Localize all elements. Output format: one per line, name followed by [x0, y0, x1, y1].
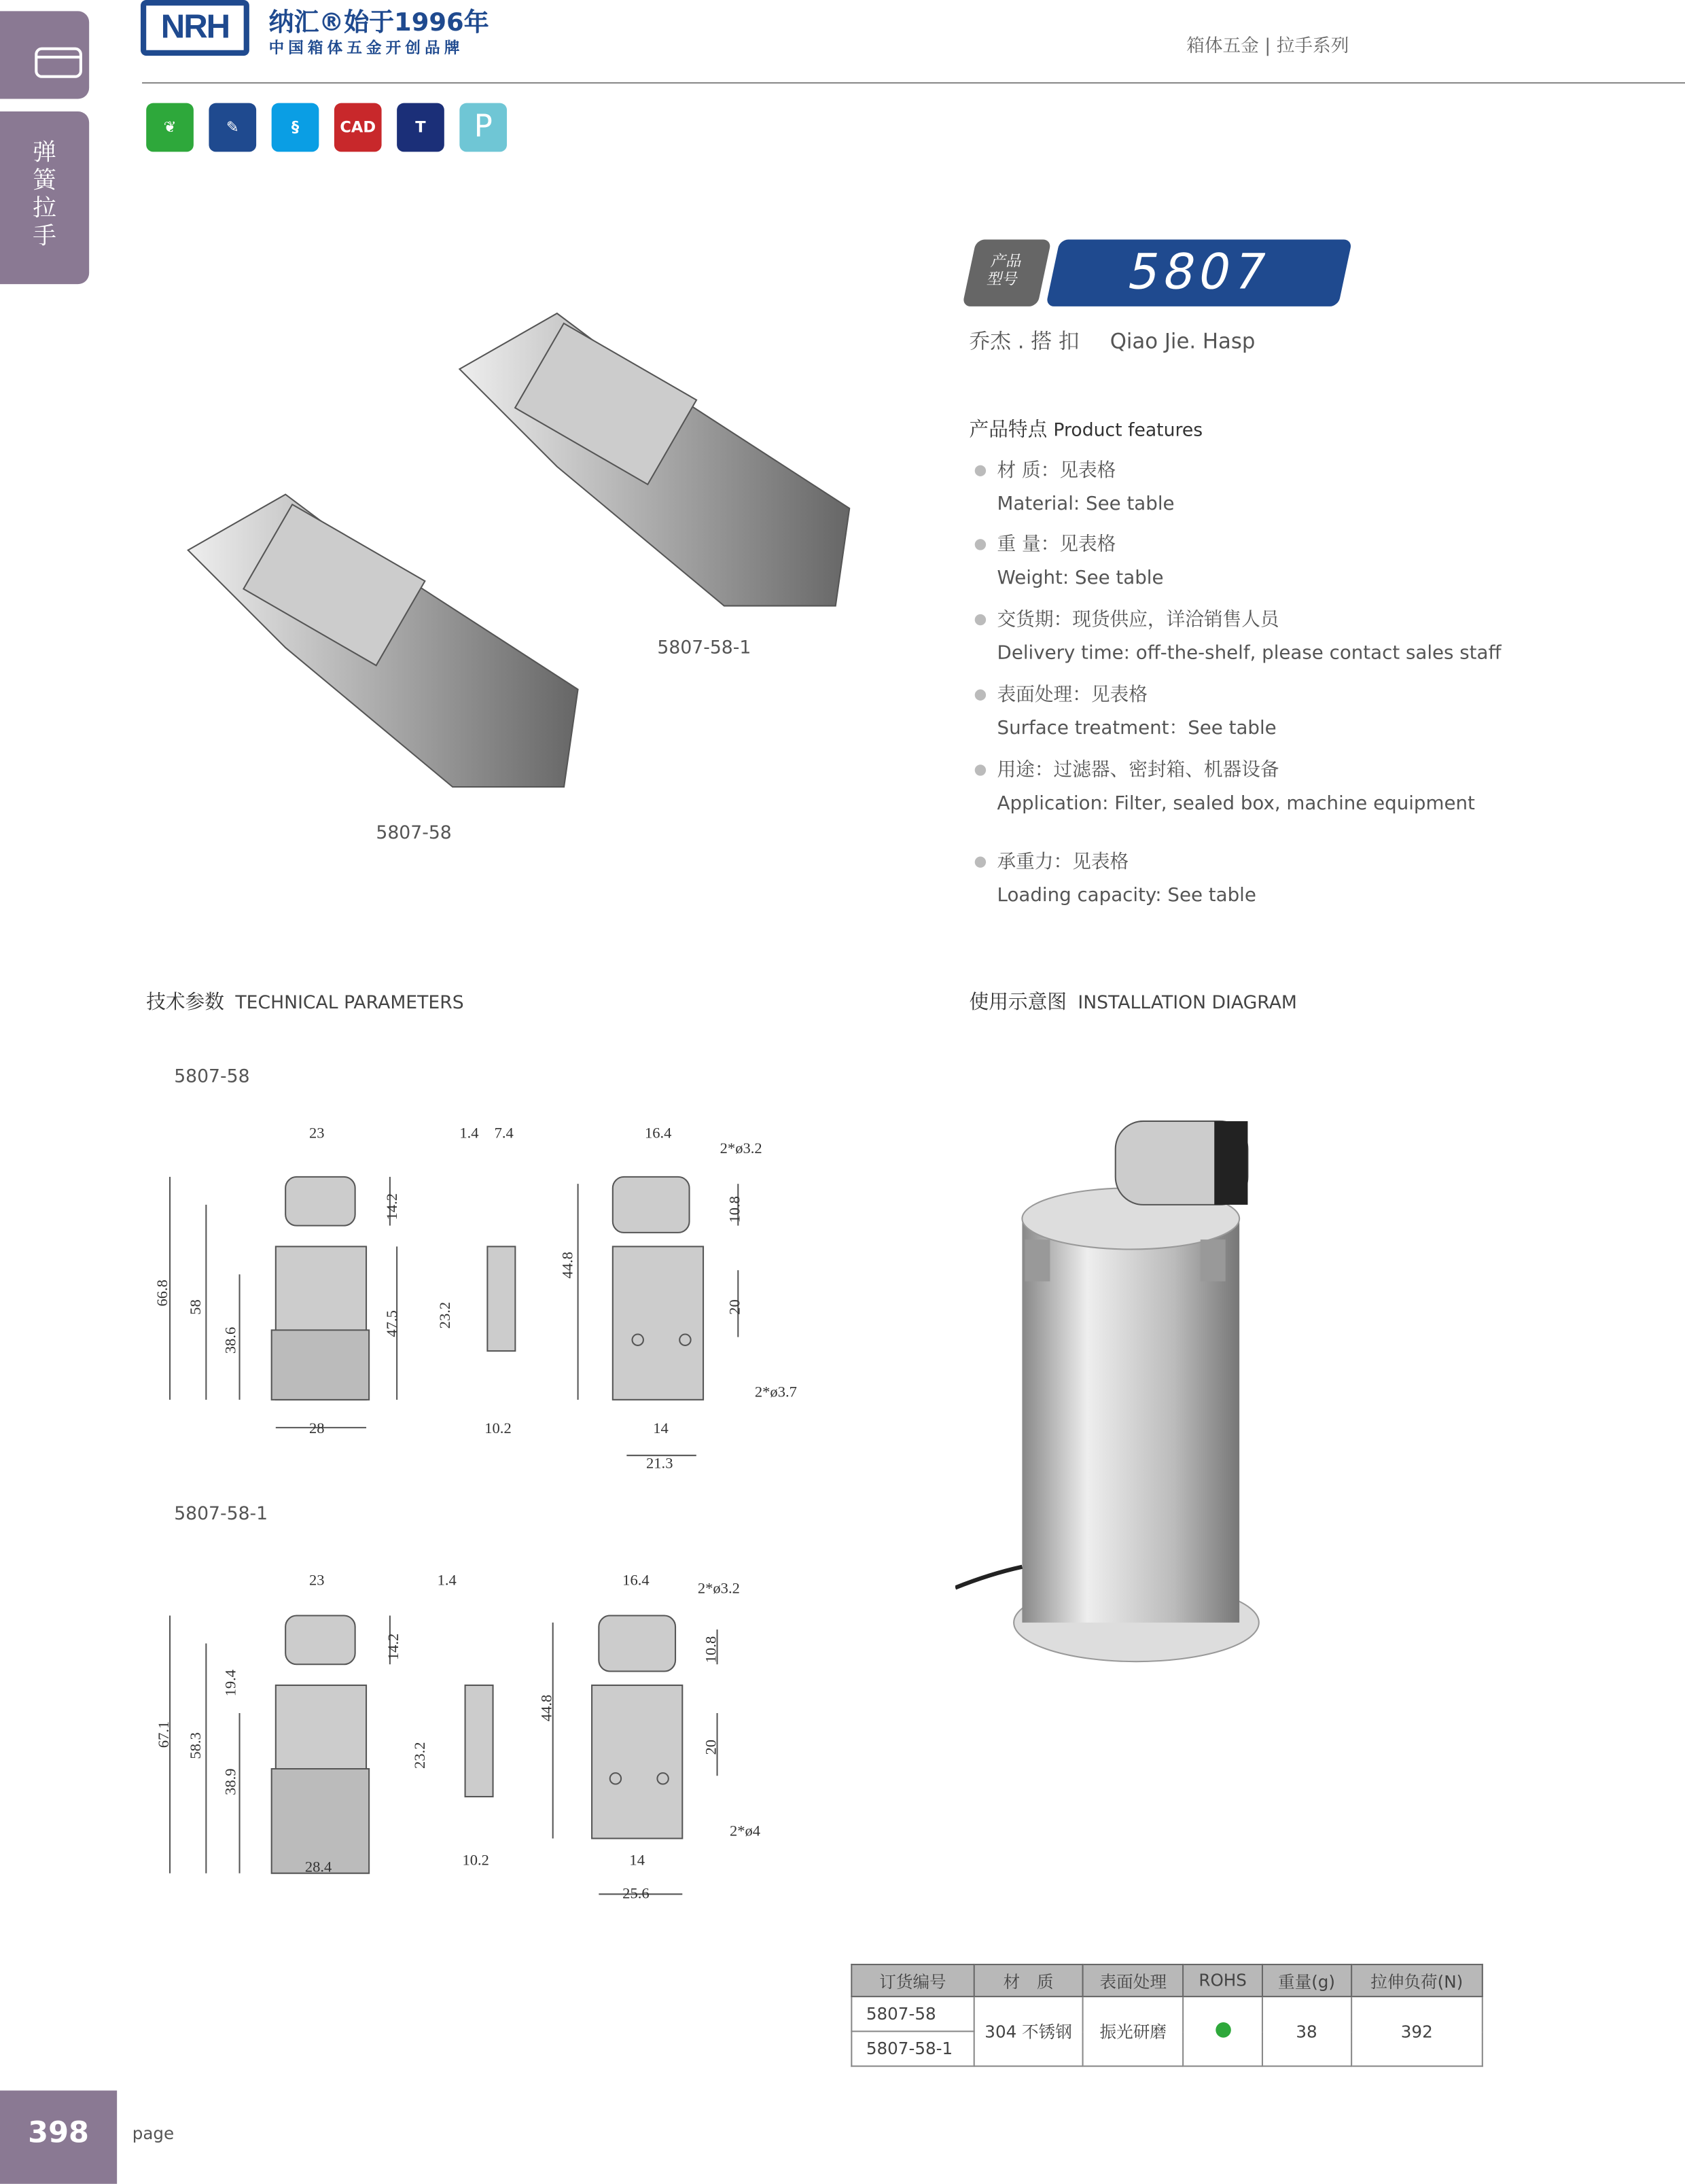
feature-cn: 表面处理：见表格: [997, 684, 1148, 707]
order-number: 5807-58: [851, 1996, 974, 2031]
brand-slogan: 纳汇®始于1996年: [268, 8, 489, 38]
table-header-row: [851, 1965, 1482, 1996]
table-row: [851, 1996, 1482, 2031]
dim-label: 20: [703, 1739, 720, 1755]
material-cell: 304 不锈钢: [974, 1996, 1083, 2066]
install-title-en: INSTALLATION DIAGRAM: [1078, 993, 1297, 1015]
brand-logo: NRH: [141, 0, 249, 56]
category-char: 拉: [33, 194, 57, 223]
feature-en: Loading capacity: See table: [997, 884, 1256, 907]
dim-label: 58: [188, 1299, 205, 1315]
column-header: 重量(g): [1262, 1965, 1351, 1996]
dim-label: 25.6: [622, 1886, 650, 1903]
dim-label: 38.9: [222, 1768, 240, 1795]
dim-label: 10.8: [726, 1196, 744, 1223]
load-cell: 392: [1351, 1996, 1483, 2066]
dim-label: 47.5: [384, 1310, 402, 1337]
product-photo: [167, 300, 864, 815]
installation-photo: [955, 1093, 1275, 1672]
column-header: ROHS: [1184, 1965, 1262, 1996]
hasp-icon: [0, 11, 89, 99]
product-name-cn: 乔杰 . 搭 扣: [969, 328, 1080, 354]
column-header: 表面处理: [1083, 1965, 1184, 1996]
feature-cn: 重 量：见表格: [997, 533, 1116, 556]
category-label: [0, 111, 89, 284]
dim-label: 14: [653, 1420, 669, 1438]
drawing-label: 5807-58-1: [174, 1504, 268, 1526]
dim-label: 10.2: [484, 1420, 512, 1438]
screw-icon: T: [397, 103, 444, 152]
category-char: 手: [33, 222, 57, 251]
dim-label: 38.6: [222, 1326, 240, 1354]
page-label: page: [132, 2124, 175, 2144]
dim-label: 2*ø3.2: [697, 1581, 740, 1598]
tech-title: [146, 987, 464, 1015]
feature-cn: 用途：过滤器、密封箱、机器设备: [997, 759, 1279, 781]
feature-item: [975, 454, 1175, 521]
dim-label: 14.2: [384, 1193, 402, 1220]
rohs-compliant-dot: [1215, 2022, 1230, 2037]
product-name-en: Qiao Jie. Hasp: [1110, 328, 1256, 354]
tag-line: 产品: [989, 251, 1024, 270]
column-header: 订货编号: [851, 1965, 974, 1996]
column-header: 拉伸负荷(N): [1351, 1965, 1483, 1996]
dim-label: 2*ø3.7: [754, 1384, 797, 1401]
dim-label: 58.3: [188, 1732, 205, 1759]
brand-tagline: 中国箱体五金开创品牌: [268, 39, 464, 58]
dim-label: 20: [726, 1299, 744, 1315]
feature-cn: 交货期：现货供应，详洽销售人员: [997, 608, 1279, 631]
dim-label: 14: [629, 1852, 645, 1869]
category-icon-tab: [0, 11, 89, 99]
feature-item: [975, 528, 1164, 595]
dim-label: 14.2: [385, 1633, 403, 1661]
feature-cn: 材 质：见表格: [997, 459, 1116, 482]
spec-table: [851, 1964, 1483, 2067]
feature-item: [975, 845, 1256, 912]
page-number: 398: [0, 2090, 117, 2183]
feature-en: Surface treatment：See table: [997, 717, 1277, 740]
weight-cell: 38: [1262, 1996, 1351, 2066]
dim-label: 19.4: [222, 1669, 240, 1697]
install-title: [970, 987, 1297, 1015]
dim-label: 16.4: [622, 1572, 650, 1589]
dim-label: 23.2: [437, 1301, 455, 1329]
dim-label: 28: [309, 1420, 325, 1438]
model-number: 5807: [1046, 240, 1352, 306]
eco-leaf-icon: ❦: [146, 103, 194, 152]
drawing-label: 5807-58: [174, 1066, 250, 1088]
feature-en: Application: Filter, sealed box, machine equipment: [997, 792, 1475, 815]
spring-icon: §: [272, 103, 319, 152]
dim-label: 1.4: [459, 1125, 479, 1142]
feature-en: Material: See table: [997, 493, 1175, 516]
feature-icons: [146, 103, 507, 152]
dim-label: 10.8: [703, 1636, 720, 1663]
features-title: [970, 415, 1203, 443]
feature-en: Delivery time: off-the-shelf, please contact sales staff: [997, 641, 1502, 665]
feature-item: [975, 754, 1475, 820]
model-tag: [962, 240, 1052, 306]
tech-title-en: TECHNICAL PARAMETERS: [235, 993, 464, 1015]
feature-cn: 承重力：见表格: [997, 851, 1129, 874]
feature-en: Weight: See table: [997, 567, 1164, 589]
product-name: [970, 326, 1286, 355]
p-icon: P: [459, 103, 507, 152]
image-label: 5807-58: [376, 823, 452, 845]
feature-item: [975, 678, 1277, 745]
dim-label: 2*ø3.2: [720, 1140, 762, 1158]
dim-label: 2*ø4: [729, 1822, 761, 1840]
design-tools-icon: ✎: [209, 103, 256, 152]
dim-label: 10.2: [462, 1852, 489, 1869]
rohs-cell: [1184, 1996, 1262, 2066]
dim-label: 28.4: [304, 1859, 332, 1876]
category-char: 簧: [33, 166, 57, 195]
features-title-en: Product features: [1053, 420, 1203, 442]
cad-icon: CAD: [334, 103, 382, 152]
dim-label: 67.1: [156, 1721, 173, 1748]
dim-label: 44.8: [539, 1694, 556, 1722]
dim-label: 66.8: [154, 1280, 172, 1307]
dim-label: 21.3: [646, 1455, 673, 1473]
features-title-cn: 产品特点: [969, 419, 1048, 442]
tag-line: 型号: [985, 270, 1021, 289]
dim-label: 1.4: [437, 1572, 457, 1589]
dim-label: 23.2: [412, 1742, 429, 1769]
header-divider: [142, 82, 1685, 84]
dim-label: 23: [309, 1125, 325, 1142]
surface-cell: 振光研磨: [1083, 1996, 1184, 2066]
dim-label: 44.8: [559, 1252, 577, 1279]
dim-label: 7.4: [494, 1125, 514, 1142]
order-number: 5807-58-1: [851, 2031, 974, 2066]
dim-label: 16.4: [644, 1125, 672, 1142]
column-header: 材 质: [974, 1965, 1083, 1996]
image-label: 5807-58-1: [657, 637, 751, 659]
feature-item: [975, 603, 1502, 669]
breadcrumb: 箱体五金 | 拉手系列: [1186, 36, 1349, 58]
tech-title-cn: 技术参数: [146, 991, 224, 1015]
install-title-cn: 使用示意图: [969, 991, 1067, 1015]
dim-label: 23: [309, 1572, 325, 1589]
category-char: 弹: [33, 139, 57, 167]
